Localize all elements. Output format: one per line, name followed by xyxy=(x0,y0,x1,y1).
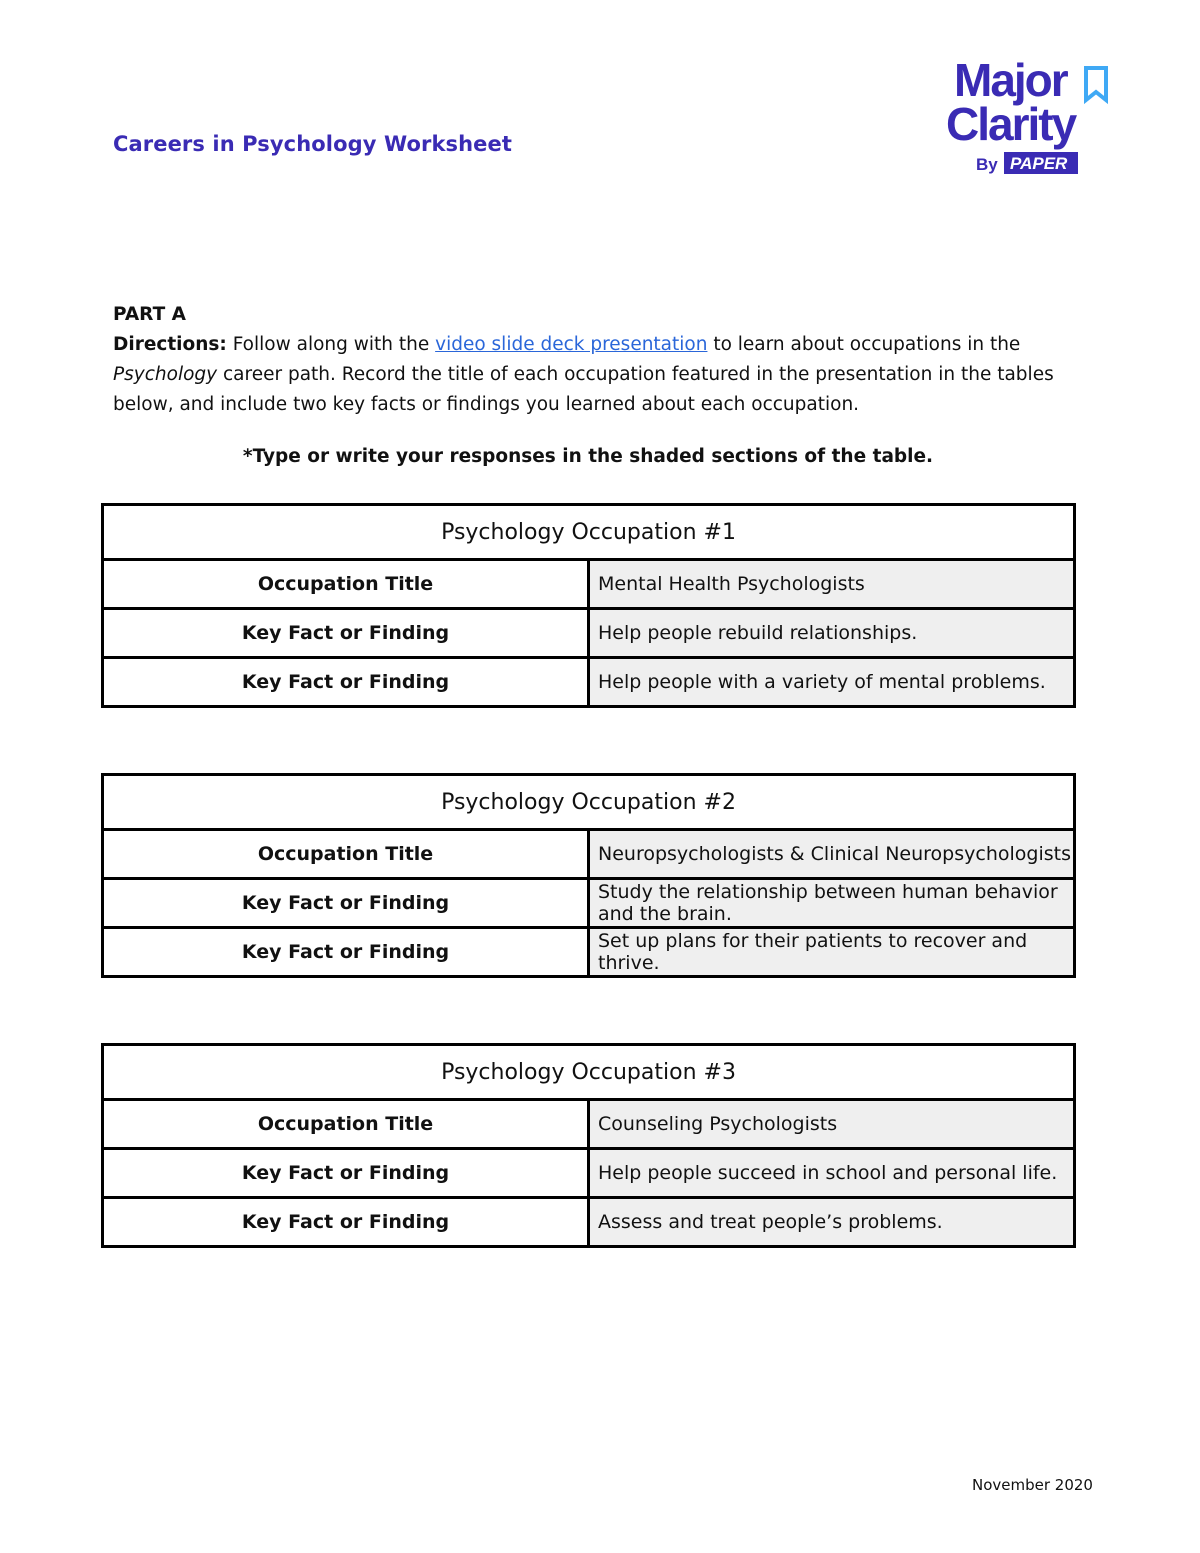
directions-block xyxy=(113,300,1093,420)
table-row xyxy=(103,658,1075,707)
major-clarity-logo xyxy=(942,52,1112,182)
response-cell[interactable]: Help people with a variety of mental problems. xyxy=(589,658,1075,707)
row-label: Key Fact or Finding xyxy=(103,879,589,928)
worksheet-title: Careers in Psychology Worksheet xyxy=(113,132,512,156)
logo-paper-text: PAPER xyxy=(1010,154,1068,173)
table-row xyxy=(103,879,1075,928)
instructions-note: *Type or write your responses in the shaded sections of the table. xyxy=(242,446,934,467)
table-row xyxy=(103,1198,1075,1247)
row-label: Occupation Title xyxy=(103,560,589,609)
row-label: Key Fact or Finding xyxy=(103,658,589,707)
response-cell[interactable]: Help people rebuild relationships. xyxy=(589,609,1075,658)
table-heading: Psychology Occupation #2 xyxy=(103,775,1075,830)
row-label: Key Fact or Finding xyxy=(103,1149,589,1198)
response-cell[interactable]: Help people succeed in school and personal life. xyxy=(589,1149,1075,1198)
directions-text-1: Follow along with the xyxy=(226,334,436,355)
table-row xyxy=(103,830,1075,879)
response-cell[interactable]: Set up plans for their patients to recover and thrive. xyxy=(589,928,1075,977)
logo-major-text: Major xyxy=(954,54,1067,106)
bookmark-icon xyxy=(1086,68,1106,100)
career-path-name: Psychology xyxy=(113,364,218,385)
footer-date: November 2020 xyxy=(972,1476,1093,1494)
directions-text-3: career path. Record the title of each occupation featured in the presentation in the tables below, and include two key facts or findings you learned about each occupation. xyxy=(113,364,1054,415)
table-heading: Psychology Occupation #3 xyxy=(103,1045,1075,1100)
video-slide-deck-link[interactable]: video slide deck presentation xyxy=(435,334,708,355)
response-cell[interactable]: Neuropsychologists & Clinical Neuropsychologists xyxy=(589,830,1075,879)
response-cell[interactable]: Mental Health Psychologists xyxy=(589,560,1075,609)
table-row xyxy=(103,1100,1075,1149)
table-row xyxy=(103,560,1075,609)
occupation-table-3 xyxy=(101,1043,1076,1248)
table-row xyxy=(103,928,1075,977)
response-cell[interactable]: Counseling Psychologists xyxy=(589,1100,1075,1149)
row-label: Occupation Title xyxy=(103,830,589,879)
table-row xyxy=(103,609,1075,658)
directions-text-2: to learn about occupations in the xyxy=(707,334,1021,355)
directions-paragraph xyxy=(113,330,1093,420)
occupation-table-1 xyxy=(101,503,1076,708)
row-label: Key Fact or Finding xyxy=(103,928,589,977)
response-cell[interactable]: Study the relationship between human behavior and the brain. xyxy=(589,879,1075,928)
table-heading: Psychology Occupation #1 xyxy=(103,505,1075,560)
response-cell[interactable]: Assess and treat people’s problems. xyxy=(589,1198,1075,1247)
logo-by-text: By xyxy=(976,155,998,174)
row-label: Key Fact or Finding xyxy=(103,1198,589,1247)
occupation-table-2 xyxy=(101,773,1076,978)
row-label: Key Fact or Finding xyxy=(103,609,589,658)
table-row xyxy=(103,1149,1075,1198)
part-heading: PART A xyxy=(113,304,186,325)
directions-label: Directions: xyxy=(113,334,227,355)
logo-clarity-text: Clarity xyxy=(946,98,1076,150)
row-label: Occupation Title xyxy=(103,1100,589,1149)
